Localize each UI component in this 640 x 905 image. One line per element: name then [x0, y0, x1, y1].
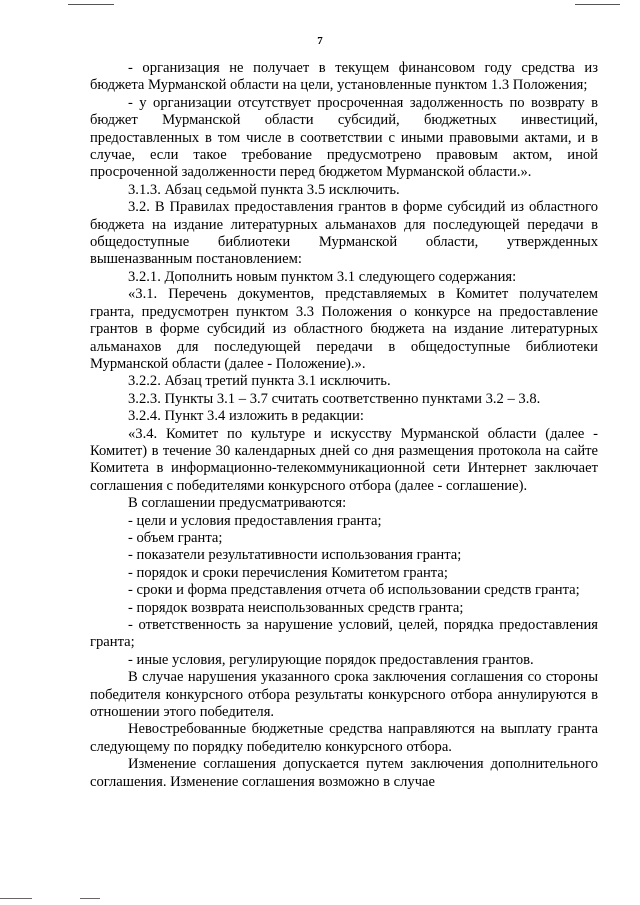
list-item: - сроки и форма представления отчета об использовании средств гранта;	[128, 582, 580, 599]
scan-edge-line	[575, 4, 620, 5]
list-item: - цели и условия предоставления гранта;	[128, 512, 382, 529]
paragraph: 3.2.1. Дополнить новым пунктом 3.1 следующего содержания:	[128, 268, 517, 285]
scan-edge-line	[80, 898, 100, 899]
paragraph: «3.1. Перечень документов, представляемых в Комитет получателем гранта, предусмотрен пунктом 3.3 Положения о конкурсе на предоставление грантов в форме субсидий из областного бюджета на издание литературных альманахов для последующей передачи в общедоступные библиотеки Мурманской области (далее - Положение).».	[90, 286, 598, 372]
scan-edge-line	[0, 898, 32, 899]
paragraph: Невостребованные бюджетные средства направляются на выплату гранта следующему по порядку победителю конкурсного отбора.	[90, 721, 598, 755]
list-item: - порядок возврата неиспользованных средств гранта;	[128, 599, 464, 616]
list-item: - объем гранта;	[128, 529, 223, 546]
document-body	[90, 60, 598, 791]
paragraph: «3.4. Комитет по культуре и искусству Мурманской области (далее - Комитет) в течение 30 календарных дней со дня размещения протокола на сайте Комитета в информационно-телекоммуникационной сети Интернет заключает соглашения с победителями конкурсного отбора (далее - соглашение).	[90, 425, 598, 494]
list-item: - ответственность за нарушение условий, целей, порядка предоставления гранта;	[90, 617, 598, 651]
paragraph: 3.2.3. Пункты 3.1 – 3.7 считать соответственно пунктами 3.2 – 3.8.	[128, 390, 541, 407]
scan-edge-line	[68, 4, 114, 5]
paragraph: 3.2. В Правилах предоставления грантов в форме субсидий из областного бюджета на издание литературных альманахов для последующей передачи в общедоступные библиотеки Мурманской области, утвержденных вышеназванным постановлением:	[90, 199, 598, 268]
list-item: - показатели результативности использования гранта;	[128, 547, 462, 564]
page-number: 7	[317, 35, 323, 47]
paragraph: Изменение соглашения допускается путем заключения дополнительного соглашения. Изменение соглашения возможно в случае	[90, 756, 598, 790]
paragraph: 3.2.2. Абзац третий пункта 3.1 исключить.	[128, 373, 391, 390]
paragraph: - организация не получает в текущем финансовом году средства из бюджета Мурманской области на цели, установленные пунктом 1.3 Положения;	[90, 60, 598, 94]
paragraph: В случае нарушения указанного срока заключения соглашения со стороны победителя конкурсного отбора результаты конкурсного отбора аннулируются в отношении этого победителя.	[90, 669, 598, 721]
paragraph: 3.2.4. Пункт 3.4 изложить в редакции:	[128, 408, 364, 425]
paragraph: - у организации отсутствует просроченная задолженность по возврату в бюджет Мурманской области субсидий, бюджетных инвестиций, предоставленных в том числе в соответствии с иными правовыми актами, и в случае, если такое требование предусмотрено правовым актом, иной просроченной задолженности перед бюджетом Мурманской области.».	[90, 94, 598, 181]
list-item: - порядок и сроки перечисления Комитетом гранта;	[128, 564, 448, 581]
paragraph: В соглашении предусматриваются:	[128, 495, 347, 512]
paragraph: 3.1.3. Абзац седьмой пункта 3.5 исключить.	[128, 181, 400, 198]
list-item: - иные условия, регулирующие порядок предоставления грантов.	[128, 651, 534, 668]
